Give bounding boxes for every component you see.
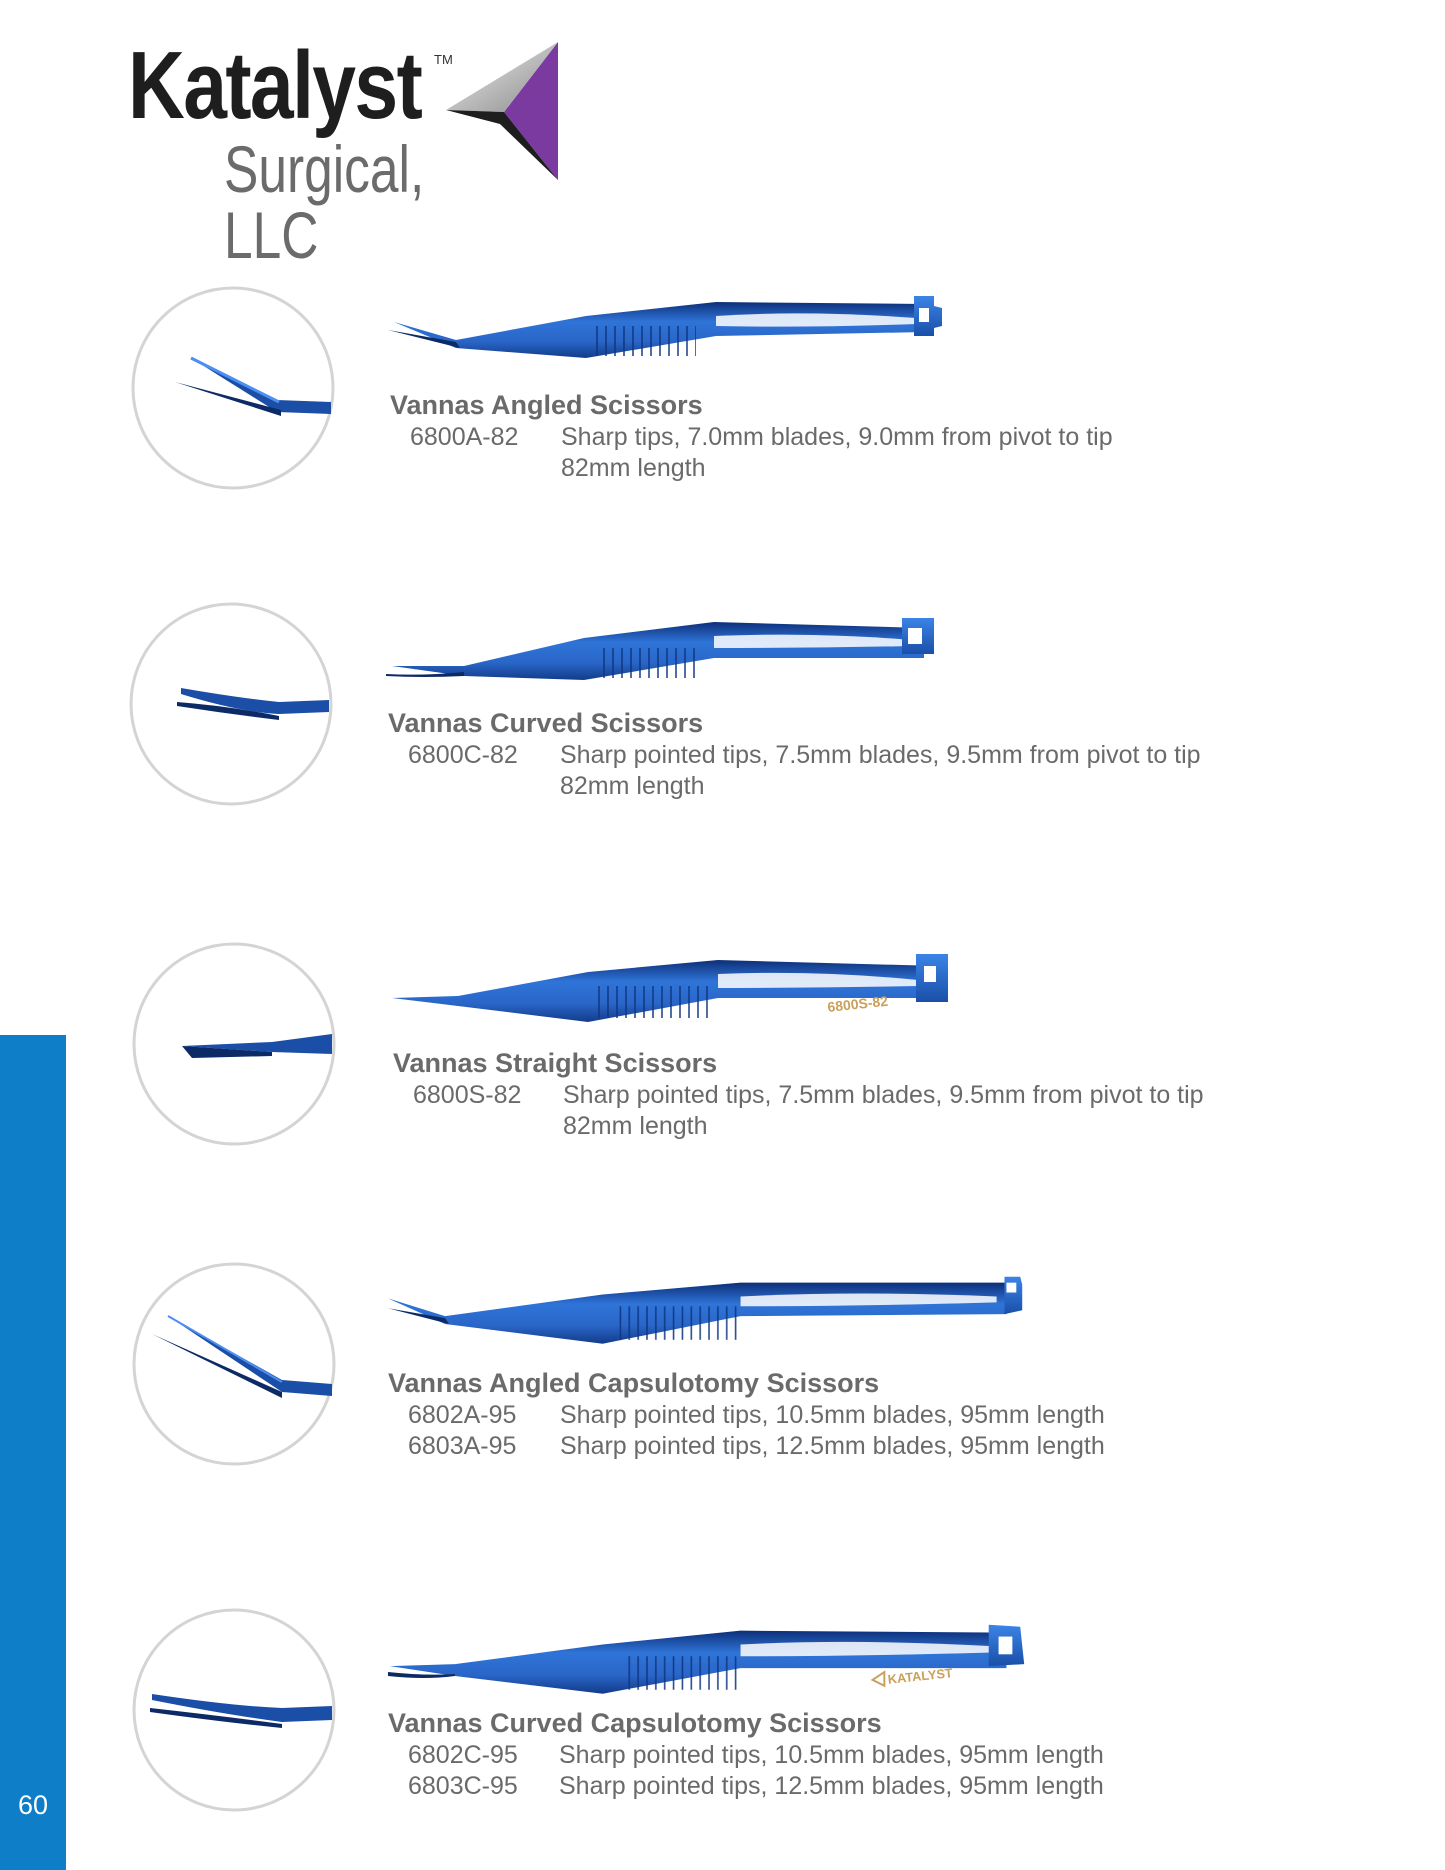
product-name: Vannas Straight Scissors	[393, 1048, 718, 1078]
product-vannas-angled	[0, 286, 1445, 506]
product-vannas-curved	[0, 604, 1445, 824]
engraving-text: KATALYST	[887, 1665, 954, 1687]
section-title: VANNAS SCISSORS	[71, 732, 127, 1220]
tip-detail-circle	[129, 602, 333, 806]
scissors-image	[386, 1276, 1036, 1376]
scissors-image	[386, 292, 951, 392]
product-spec-line: 82mm length	[563, 1112, 708, 1140]
product-code: 6803C-95	[408, 1772, 518, 1800]
product-name: Vannas Curved Capsulotomy Scissors	[388, 1708, 882, 1738]
product-code: 6802A-95	[408, 1401, 517, 1429]
product-vannas-curved-capsulotomy	[0, 1604, 1445, 1824]
engraving-text: 6800S-82	[826, 992, 889, 1015]
product-spec-line: Sharp pointed tips, 7.5mm blades, 9.5mm from pivot to tip	[563, 1081, 1204, 1109]
brand-triangle-icon	[440, 40, 560, 180]
product-spec-line: 82mm length	[560, 772, 705, 800]
product-spec-line: Sharp pointed tips, 12.5mm blades, 95mm length	[559, 1772, 1104, 1800]
product-spec-line: Sharp pointed tips, 12.5mm blades, 95mm length	[560, 1432, 1105, 1460]
brand-subtitle: Surgical, LLC	[224, 132, 425, 272]
tip-detail-circle	[131, 286, 335, 490]
scissors-image	[384, 614, 949, 714]
product-code: 6803A-95	[408, 1432, 517, 1460]
brand-logo	[128, 32, 578, 272]
product-spec-line: Sharp pointed tips, 10.5mm blades, 95mm length	[560, 1401, 1105, 1429]
product-spec-line: 82mm length	[561, 454, 706, 482]
trademark-mark: TM	[434, 52, 453, 67]
tip-detail-circle	[132, 1608, 336, 1812]
product-code: 6800C-82	[408, 741, 518, 769]
product-code: 6800S-82	[413, 1081, 522, 1109]
product-code: 6802C-95	[408, 1741, 518, 1769]
product-name: Vannas Angled Capsulotomy Scissors	[388, 1368, 880, 1398]
product-name: Vannas Angled Scissors	[390, 390, 703, 420]
product-vannas-angled-capsulotomy	[0, 1264, 1445, 1484]
page-number: 60	[17, 1790, 49, 1820]
tip-detail-circle	[132, 942, 336, 1146]
product-spec-line: Sharp pointed tips, 10.5mm blades, 95mm length	[559, 1741, 1104, 1769]
brand-name: Katalyst	[128, 32, 422, 139]
product-code: 6800A-82	[410, 423, 519, 451]
product-vannas-straight	[0, 944, 1445, 1164]
product-spec-line: Sharp pointed tips, 7.5mm blades, 9.5mm from pivot to tip	[560, 741, 1201, 769]
scissors-image	[388, 950, 953, 1050]
tip-detail-circle	[132, 1262, 336, 1466]
product-name: Vannas Curved Scissors	[388, 708, 704, 738]
product-spec-line: Sharp tips, 7.0mm blades, 9.0mm from pivot to tip	[561, 423, 1113, 451]
